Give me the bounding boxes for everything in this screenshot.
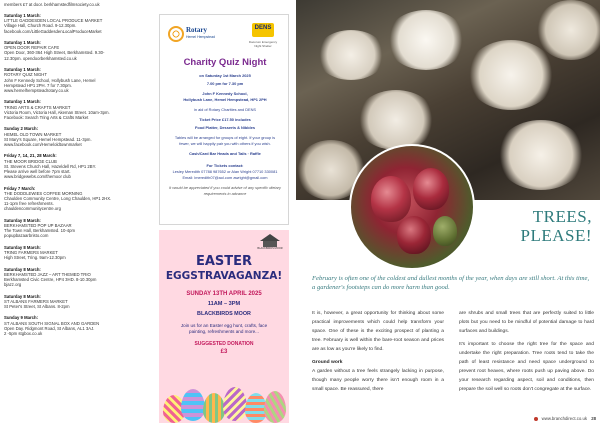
- rotary-logo: [168, 23, 226, 49]
- event-listing: [4, 294, 154, 309]
- dens-logo: [248, 21, 278, 49]
- event-date: Sunday 2 March:: [4, 126, 39, 132]
- listing-continuation: members £7 at door. berkhamstedfilmsociety.co.uk: [4, 2, 100, 7]
- event-listing: [4, 315, 154, 336]
- event-listing: [4, 126, 154, 147]
- quiz-note-2: requirements in advance: [203, 191, 247, 196]
- event-date: Saturday 8 March:: [4, 266, 41, 272]
- easter-date: SUNDAY 13TH APRIL 2025: [186, 291, 262, 297]
- footer-site: www.branchdirect.co.uk: [541, 416, 588, 421]
- quiz-contact: Lesley Meredith 07788 987652 or Alan Wright 07710 330081: [172, 169, 278, 174]
- event-detail: St Peter's Street, St Albans. 8-2pm: [4, 303, 70, 309]
- event-detail: Open Door, 360-364 High Street, Berkhamsted. 9.30-: [4, 50, 105, 56]
- quiz-food: Food Platter, Desserts & Nibbles: [194, 125, 256, 130]
- event-date: Friday 7, 14, 21, 28 March:: [4, 153, 57, 159]
- dens-logo-text: DENS: [254, 25, 272, 31]
- col1-subheading: Ground work: [312, 360, 343, 365]
- article-standfirst: February is often one of the coldest and dullest months of the year, when days are still short. At this time, a gardener's footsteps can do more harm than good.: [312, 275, 590, 292]
- dens-sub: Dacorum Emergency Night Shelter: [248, 40, 278, 48]
- event-detail: 11-1pm free refreshments.: [4, 201, 54, 207]
- col1-paragraph-2: A garden without a tree feels strangely lacking in purpose, though many people worry there isn't enough room in a small space. Be reassured, there: [312, 369, 444, 392]
- rotary-sub: Hemel Hempstead: [186, 35, 215, 39]
- event-name: ST ALBANS SOUTH SIGNAL BOX AND GARDEN: [4, 320, 100, 326]
- event-detail: Hempstead HP1 2PH. 7 for 7.30pm.: [4, 82, 73, 88]
- event-detail: bjazz.org: [4, 282, 22, 288]
- event-detail: popupbazaarbristo.com: [4, 233, 49, 239]
- event-name: OPEN DOOR REPAIR CAFE: [4, 45, 60, 51]
- quiz-venue-name: John F Kennedy School,: [202, 91, 248, 96]
- event-detail: www.facebook.com/Hemeloldtownmarket: [4, 141, 82, 147]
- event-date: Saturday 1 March:: [4, 67, 41, 73]
- event-listing: [4, 267, 154, 288]
- article-column-2: [459, 309, 594, 398]
- event-name: ROTARY QUIZ NIGHT: [4, 72, 47, 78]
- quiz-date: on Saturday 1st March 2025: [199, 73, 251, 78]
- easter-donation-label: SUGGESTED DONATION: [194, 341, 254, 347]
- event-name: BERKHAMSTED JAZZ – ART THEMED TRIO: [4, 271, 91, 277]
- quiz-tickets-head: For Tickets contact:: [206, 163, 244, 168]
- easter-desc-1: Join us for an Easter egg hunt, crafts, face: [180, 323, 268, 328]
- article-headline: [488, 207, 592, 245]
- event-listing: [4, 67, 154, 93]
- event-name: TRING FARMERS MARKET: [4, 249, 58, 255]
- event-listing: [4, 153, 154, 179]
- easter-desc-2: painting, refreshments and more...: [189, 329, 259, 334]
- easter-time: 11AM – 3PM: [207, 301, 241, 307]
- event-listing: [4, 186, 154, 212]
- quiz-emails: Email: lmeredith07@aol.com awright@gmail.com: [182, 175, 268, 180]
- page-number: 28: [591, 416, 596, 421]
- flyer-logos: [160, 21, 289, 51]
- event-listing: [4, 13, 154, 34]
- event-listing: [4, 99, 154, 120]
- event-detail: Berkhamsted Civic Centre, HP4 3HD. 8-10.30pm: [4, 276, 97, 282]
- event-date: Saturday 1 March:: [4, 40, 41, 46]
- page-footer: [534, 416, 596, 421]
- event-detail: Facebook: Search Tring Arts & Crafts Market: [4, 114, 89, 120]
- event-detail: St. Stevens Church Hall, Hazeldell Rd, HP1 2BY.: [4, 163, 97, 169]
- event-name: TRING ARTS & CRAFTS MARKET: [4, 104, 71, 110]
- quiz-night-flyer: [159, 14, 289, 225]
- event-name: LITTLE GADDESDEN LOCAL PRODUCE MARKET: [4, 18, 103, 24]
- event-listing: [4, 245, 154, 260]
- col2-paragraph-1: are shrubs and small trees that are perfectly suited to little plots but you need to be mindful of potential damage to hard surfaces and buildings.: [459, 311, 594, 334]
- event-listings: [4, 2, 154, 423]
- event-detail: High Street, Tring. 9am-12.30pm: [4, 255, 66, 261]
- event-detail: John F Kennedy School, Hollybush Lane, Hemel: [4, 77, 96, 83]
- blackbirds-moor-logo: [255, 234, 285, 252]
- event-detail: Village Hall, Church Road. 9-12.30pm.: [4, 23, 77, 29]
- quiz-tables-1: Tables will be arranged for groups of eight. If your group is: [174, 135, 276, 140]
- col2-paragraph-2: It's important to choose the right tree for the space and undertake the right preparation. Tree roots tend to take the path of least resistance and need space underground to prevent root heaves, where roots push up paving above. Do your research regarding aspect, soil and conditions, then prepare the soil well so roots don't congregate at the surface.: [459, 342, 594, 392]
- event-date: Saturday 1 March:: [4, 13, 41, 19]
- rotary-name: Rotary: [186, 26, 207, 34]
- event-detail: chauldencommunitycentre.org: [4, 206, 61, 212]
- quiz-note-1: It would be appreciated if you could advise of any specific dietary: [169, 185, 281, 190]
- easter-flyer: [159, 230, 289, 423]
- quiz-venue-address: Hollybush Lane, Hemel Hempstead, HP1 2PH: [183, 97, 267, 102]
- event-name: HEMEL OLD TOWN MARKET: [4, 131, 62, 137]
- event-date: Saturday 1 March:: [4, 99, 41, 105]
- article-column-1: [312, 309, 444, 398]
- event-detail: St Mary's Square, Hemel Hempstead. 11-3pm.: [4, 136, 92, 142]
- event-detail: 2 -5pm stgbox.co.uk: [4, 330, 43, 336]
- event-date: Sunday 9 March:: [4, 315, 39, 321]
- event-date: Friday 7 March:: [4, 185, 36, 191]
- col1-paragraph-1: It is, however, a great opportunity for thinking about some practical improvements which could help transform your space. One of these is the exciting prospect of planting a tree. February is well within the bare-root season and prices are as low as you're likely to find.: [312, 311, 444, 352]
- event-name: BERKHAMSTED POP UP BAZAAR: [4, 222, 72, 228]
- event-date: Saturday 8 March:: [4, 293, 41, 299]
- easter-venue: BLACKBIRDS MOOR: [197, 311, 251, 317]
- easter-eggs-illustration: [159, 385, 289, 423]
- quiz-in-aid: in aid of Rotary Charities and DENS: [193, 107, 257, 112]
- quiz-title: Charity Quiz Night: [183, 57, 267, 68]
- easter-title-1: EASTER: [195, 254, 253, 269]
- event-date: Saturday 8 March:: [4, 217, 41, 223]
- quiz-time: 7.00 pm for 7.30 pm: [206, 81, 244, 86]
- event-name: THE MOOR BRIDGE CLUB: [4, 158, 57, 164]
- event-detail: www.bridgewebs.com/themoor club: [4, 174, 71, 180]
- event-detail: facebook.com/LittleGaddesdenLocalProduceMarket: [4, 28, 102, 34]
- event-name: THE DODDLEWIES COFFEE MORNING: [4, 190, 83, 196]
- event-detail: Please arrive well before 7pm start.: [4, 168, 71, 174]
- quiz-tables-2: fewer, we will happily pair you with others if you wish.: [179, 141, 271, 146]
- events-list: [4, 13, 154, 336]
- headline-line-2: PLEASE!: [520, 226, 592, 245]
- quiz-bar: Cash/Card Bar Heads and Tails · Raffle: [189, 151, 261, 156]
- event-listing: [4, 218, 154, 239]
- quiz-ticket: Ticket Price £17.50 includes: [199, 117, 251, 122]
- event-detail: Victoria Room, Victoria Hall, Akeman Street. 10am-3pm.: [4, 109, 110, 115]
- buds-photo: [349, 144, 475, 270]
- headline-line-1: TREES,: [532, 207, 592, 226]
- easter-donation: £3: [220, 349, 228, 355]
- event-name: ST ALBANS FARMERS MARKET: [4, 298, 68, 304]
- event-detail: Chaulden Community Centre, Long Chaulden, HP1 2HX.: [4, 195, 112, 201]
- blackbirds-logo-text: BLACKBIRDS MOOR: [257, 247, 283, 250]
- event-detail: www.hemelhempsteadrotary.co.uk: [4, 87, 69, 93]
- rotary-wheel-icon: [168, 26, 184, 42]
- event-listing: [4, 40, 154, 61]
- easter-title-2: EGGSTRAVAGANZA!: [165, 270, 283, 282]
- footer-bullet-icon: [534, 417, 538, 421]
- event-detail: The Town Hall, Berkhamsted. 10-4pm: [4, 228, 76, 234]
- event-detail: Open Day. Ridgmont Road, St Albans, AL1 3AJ.: [4, 325, 95, 331]
- event-date: Saturday 8 March:: [4, 244, 41, 250]
- event-detail: 12.30pm. opendoorberkhamsted.co.uk: [4, 55, 77, 61]
